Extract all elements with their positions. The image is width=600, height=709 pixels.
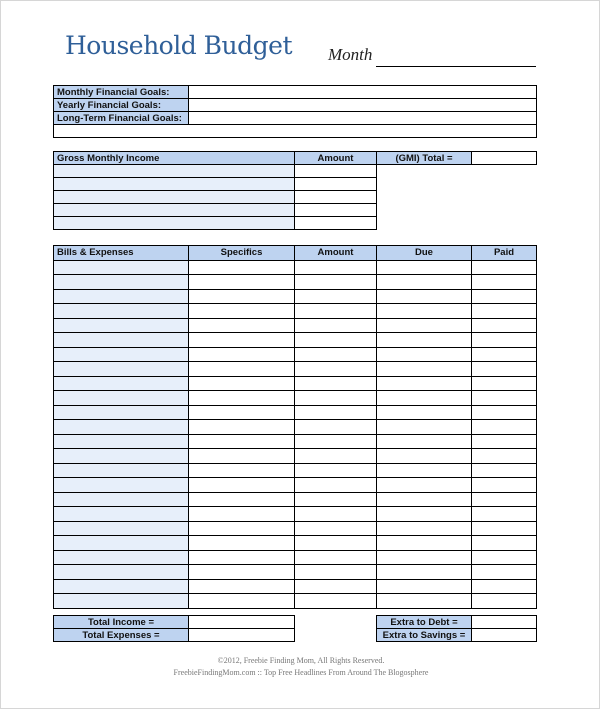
expense-row [54, 391, 537, 406]
income-row [54, 165, 537, 178]
expense-specifics-field[interactable] [189, 565, 295, 580]
expenses-header-row [54, 246, 537, 261]
expense-amount-field[interactable] [295, 434, 377, 449]
expense-due-field[interactable] [377, 492, 472, 507]
expense-row [54, 463, 537, 478]
income-source-field[interactable] [54, 165, 295, 178]
expense-due-field[interactable] [377, 594, 472, 609]
expense-name-field[interactable] [54, 260, 189, 275]
expense-specifics-field[interactable] [189, 478, 295, 493]
expense-amount-field[interactable] [295, 275, 377, 290]
expense-due-field[interactable] [377, 362, 472, 377]
expense-paid-field[interactable] [472, 318, 537, 333]
expense-specifics-field[interactable] [189, 289, 295, 304]
expense-amount-field[interactable] [295, 521, 377, 536]
expense-amount-field[interactable] [295, 347, 377, 362]
goal-row-monthly [54, 86, 537, 99]
expense-paid-field[interactable] [472, 333, 537, 348]
expense-paid-field[interactable] [472, 463, 537, 478]
expense-amount-field[interactable] [295, 405, 377, 420]
expense-name-field[interactable] [54, 449, 189, 464]
expense-row [54, 405, 537, 420]
expense-row [54, 260, 537, 275]
due-header: Due [377, 246, 472, 261]
extra-debt-field[interactable] [472, 616, 537, 629]
expense-specifics-field[interactable] [189, 420, 295, 435]
expense-amount-field[interactable] [295, 391, 377, 406]
expense-paid-field[interactable] [472, 594, 537, 609]
expense-name-field[interactable] [54, 391, 189, 406]
totals-row-2 [54, 629, 537, 642]
expense-specifics-field[interactable] [189, 405, 295, 420]
expense-due-field[interactable] [377, 478, 472, 493]
expense-due-field[interactable] [377, 507, 472, 522]
expense-paid-field[interactable] [472, 275, 537, 290]
expense-due-field[interactable] [377, 318, 472, 333]
gmi-total-field[interactable] [472, 152, 537, 165]
expense-paid-field[interactable] [472, 420, 537, 435]
expense-specifics-field[interactable] [189, 304, 295, 319]
expense-amount-field[interactable] [295, 492, 377, 507]
expense-name-field[interactable] [54, 275, 189, 290]
expense-name-field[interactable] [54, 594, 189, 609]
expense-name-field[interactable] [54, 405, 189, 420]
expense-row [54, 492, 537, 507]
extra-savings-label: Extra to Savings = [377, 629, 472, 642]
expense-name-field[interactable] [54, 463, 189, 478]
expense-name-field[interactable] [54, 507, 189, 522]
expense-amount-field[interactable] [295, 333, 377, 348]
expense-specifics-field[interactable] [189, 449, 295, 464]
yearly-goals-field[interactable] [189, 99, 537, 112]
expense-name-field[interactable] [54, 579, 189, 594]
expense-amount-field[interactable] [295, 594, 377, 609]
total-expenses-label: Total Expenses = [54, 629, 189, 642]
expense-specifics-field[interactable] [189, 463, 295, 478]
expense-name-field[interactable] [54, 420, 189, 435]
expense-specifics-field[interactable] [189, 434, 295, 449]
expense-due-field[interactable] [377, 260, 472, 275]
long-term-goals-field[interactable] [189, 112, 537, 125]
expense-amount-field[interactable] [295, 376, 377, 391]
expense-row [54, 449, 537, 464]
monthly-goals-label: Monthly Financial Goals: [54, 86, 189, 99]
expense-specifics-field[interactable] [189, 391, 295, 406]
expense-specifics-field[interactable] [189, 275, 295, 290]
expense-paid-field[interactable] [472, 536, 537, 551]
expense-row [54, 536, 537, 551]
totals-row-1 [54, 616, 537, 629]
expense-due-field[interactable] [377, 536, 472, 551]
expense-specifics-field[interactable] [189, 318, 295, 333]
expense-due-field[interactable] [377, 391, 472, 406]
monthly-goals-field[interactable] [189, 86, 537, 99]
expense-amount-field[interactable] [295, 420, 377, 435]
expense-amount-field[interactable] [295, 478, 377, 493]
income-source-field[interactable] [54, 204, 295, 217]
expense-amount-field[interactable] [295, 362, 377, 377]
expense-amount-field[interactable] [295, 550, 377, 565]
expense-specifics-field[interactable] [189, 507, 295, 522]
expense-due-field[interactable] [377, 434, 472, 449]
expense-amount-field[interactable] [295, 304, 377, 319]
expense-name-field[interactable] [54, 434, 189, 449]
specifics-header: Specifics [189, 246, 295, 261]
expense-paid-field[interactable] [472, 521, 537, 536]
expense-paid-field[interactable] [472, 347, 537, 362]
expense-specifics-field[interactable] [189, 521, 295, 536]
expense-amount-field[interactable] [295, 318, 377, 333]
totals-table [53, 615, 537, 642]
expense-specifics-field[interactable] [189, 376, 295, 391]
expense-row [54, 289, 537, 304]
income-amount-field[interactable] [295, 191, 377, 204]
bills-expenses-header: Bills & Expenses [54, 246, 189, 261]
expense-row [54, 362, 537, 377]
income-amount-field[interactable] [295, 178, 377, 191]
expense-row [54, 318, 537, 333]
expense-paid-field[interactable] [472, 550, 537, 565]
expense-due-field[interactable] [377, 376, 472, 391]
expense-amount-field[interactable] [295, 536, 377, 551]
month-label: Month [328, 45, 373, 64]
total-income-label: Total Income = [54, 616, 189, 629]
gmi-total-label: (GMI) Total = [377, 152, 472, 165]
expense-specifics-field[interactable] [189, 536, 295, 551]
goal-row-extra [54, 125, 537, 138]
expense-row [54, 579, 537, 594]
expense-due-field[interactable] [377, 347, 472, 362]
expense-paid-field[interactable] [472, 405, 537, 420]
expense-name-field[interactable] [54, 521, 189, 536]
expense-specifics-field[interactable] [189, 594, 295, 609]
footer-copyright: ©2012, Freebie Finding Mom, All Rights Reserved. [217, 656, 385, 665]
total-expenses-field[interactable] [189, 629, 295, 642]
goals-extra-field[interactable] [54, 125, 537, 138]
expense-paid-field[interactable] [472, 565, 537, 580]
income-source-field[interactable] [54, 178, 295, 191]
expense-amount-field[interactable] [295, 565, 377, 580]
expense-amount-field[interactable] [295, 579, 377, 594]
income-amount-field[interactable] [295, 217, 377, 230]
income-header: Gross Monthly Income [54, 152, 295, 165]
expense-specifics-field[interactable] [189, 362, 295, 377]
expense-name-field[interactable] [54, 565, 189, 580]
income-amount-field[interactable] [295, 204, 377, 217]
goal-row-long-term [54, 112, 537, 125]
expense-name-field[interactable] [54, 492, 189, 507]
expense-row [54, 507, 537, 522]
expense-due-field[interactable] [377, 565, 472, 580]
expense-name-field[interactable] [54, 376, 189, 391]
expense-amount-field[interactable] [295, 260, 377, 275]
expense-amount-field[interactable] [295, 507, 377, 522]
expense-row [54, 275, 537, 290]
income-row [54, 204, 537, 217]
expense-paid-field[interactable] [472, 478, 537, 493]
extra-debt-label: Extra to Debt = [377, 616, 472, 629]
expense-name-field[interactable] [54, 333, 189, 348]
expense-paid-field[interactable] [472, 289, 537, 304]
expense-name-field[interactable] [54, 536, 189, 551]
expense-rows [54, 260, 537, 608]
expense-row [54, 565, 537, 580]
expense-name-field[interactable] [54, 478, 189, 493]
expense-paid-field[interactable] [472, 507, 537, 522]
amount-header: Amount [295, 246, 377, 261]
income-row [54, 178, 537, 191]
income-source-field[interactable] [54, 191, 295, 204]
expense-row [54, 376, 537, 391]
expense-row [54, 434, 537, 449]
page-title: Household Budget [65, 31, 292, 60]
extra-savings-field[interactable] [472, 629, 537, 642]
expense-paid-field[interactable] [472, 260, 537, 275]
expense-due-field[interactable] [377, 579, 472, 594]
income-row [54, 217, 537, 230]
expense-paid-field[interactable] [472, 579, 537, 594]
expense-row [54, 550, 537, 565]
expense-due-field[interactable] [377, 289, 472, 304]
expense-paid-field[interactable] [472, 434, 537, 449]
income-header-row [54, 152, 537, 165]
paid-header: Paid [472, 246, 537, 261]
income-row [54, 191, 537, 204]
expense-due-field[interactable] [377, 420, 472, 435]
expense-row [54, 521, 537, 536]
expense-paid-field[interactable] [472, 449, 537, 464]
expense-row [54, 304, 537, 319]
expense-due-field[interactable] [377, 449, 472, 464]
expense-due-field[interactable] [377, 463, 472, 478]
footer-tagline: FreebieFindingMom.com :: Top Free Headlines From Around The Blogosphere [173, 668, 429, 677]
income-amount-field[interactable] [295, 165, 377, 178]
expense-due-field[interactable] [377, 304, 472, 319]
expense-paid-field[interactable] [472, 492, 537, 507]
expense-name-field[interactable] [54, 318, 189, 333]
expense-row [54, 478, 537, 493]
expenses-table [53, 245, 537, 609]
expense-name-field[interactable] [54, 304, 189, 319]
expense-amount-field[interactable] [295, 463, 377, 478]
expense-specifics-field[interactable] [189, 333, 295, 348]
expense-name-field[interactable] [54, 347, 189, 362]
expense-name-field[interactable] [54, 362, 189, 377]
expense-name-field[interactable] [54, 550, 189, 565]
expense-due-field[interactable] [377, 521, 472, 536]
expense-name-field[interactable] [54, 289, 189, 304]
expense-row [54, 347, 537, 362]
expense-specifics-field[interactable] [189, 579, 295, 594]
expense-due-field[interactable] [377, 405, 472, 420]
goal-row-yearly [54, 99, 537, 112]
expense-specifics-field[interactable] [189, 260, 295, 275]
expense-due-field[interactable] [377, 550, 472, 565]
expense-row [54, 594, 537, 609]
yearly-goals-label: Yearly Financial Goals: [54, 99, 189, 112]
month-field[interactable] [376, 66, 536, 67]
expense-row [54, 420, 537, 435]
expense-amount-field[interactable] [295, 449, 377, 464]
expense-specifics-field[interactable] [189, 492, 295, 507]
expense-paid-field[interactable] [472, 376, 537, 391]
expense-due-field[interactable] [377, 333, 472, 348]
income-source-field[interactable] [54, 217, 295, 230]
expense-paid-field[interactable] [472, 362, 537, 377]
expense-row [54, 333, 537, 348]
total-income-field[interactable] [189, 616, 295, 629]
expense-specifics-field[interactable] [189, 550, 295, 565]
goals-table [53, 85, 537, 138]
income-amount-header: Amount [295, 152, 377, 165]
expense-paid-field[interactable] [472, 304, 537, 319]
expense-amount-field[interactable] [295, 289, 377, 304]
expense-due-field[interactable] [377, 275, 472, 290]
long-term-goals-label: Long-Term Financial Goals: [54, 112, 189, 125]
income-table [53, 151, 537, 230]
expense-paid-field[interactable] [472, 391, 537, 406]
expense-specifics-field[interactable] [189, 347, 295, 362]
